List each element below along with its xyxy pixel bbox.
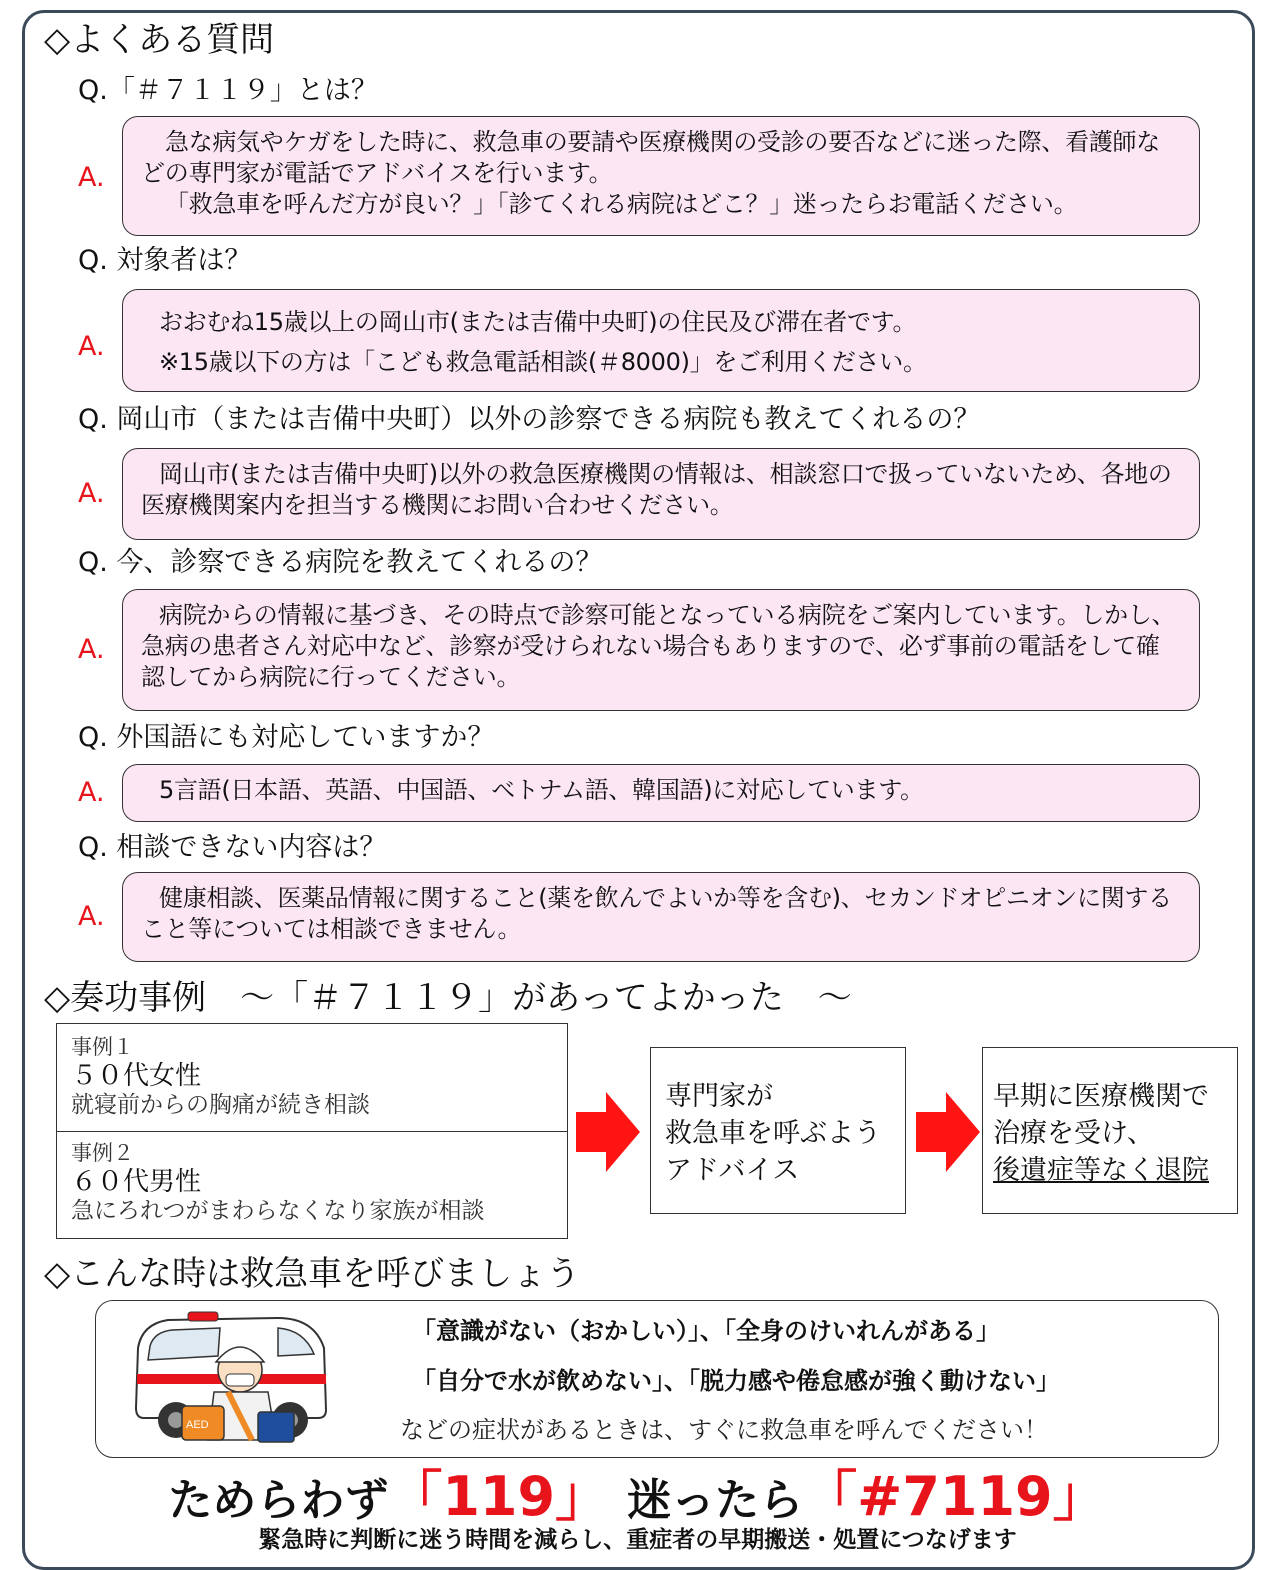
faq-answer-2-line-1: おおむね15歳以上の岡山市(または吉備中央町)の住民及び滞在者です。: [159, 308, 917, 336]
case-1-box: [56, 1023, 568, 1133]
faq-answer-1: [122, 116, 1200, 236]
symptom-line-1: 「意識がない（おかしい）」、「全身のけいれんがある」: [412, 1317, 1000, 1345]
case-2-detail: 急にろれつがまわらなくなり家族が相談: [71, 1198, 485, 1224]
banner-119: 「119」: [388, 1465, 610, 1528]
faq-answer-label-4: A.: [78, 634, 105, 665]
arrow-right-icon: [576, 1092, 640, 1172]
flow-advice-box: [650, 1047, 906, 1214]
case-2-box: [56, 1131, 568, 1239]
faq-answer-1-line-1: 急な病気やケガをした時に、救急車の要請や医療機関の受診の要否などに迷った際、看護師などの専門家が電話でアドバイスを行います。: [141, 128, 1160, 187]
faq-question-3: Q. 岡山市（または吉備中央町）以外の診察できる病院も教えてくれるの？: [78, 404, 981, 435]
case-1-who: ５０代女性: [71, 1061, 202, 1091]
flow-result-line-2: 治療を受け、: [993, 1118, 1154, 1149]
faq-answer-6: [122, 872, 1200, 962]
faq-question-5: Q. 外国語にも対応していますか？: [78, 722, 495, 753]
flow-advice-line-2: 救急車を呼ぶよう: [665, 1118, 881, 1149]
faq-answer-2: [122, 289, 1200, 392]
faq-title: ◇よくある質問: [44, 20, 275, 60]
faq-answer-1-line-2: 「救急車を呼んだ方が良い？」「診てくれる病院はどこ？」迷ったらお電話ください。: [165, 190, 1078, 218]
symptom-line-2: 「自分で水が飲めない」、「脱力感や倦怠感が強く動けない」: [412, 1367, 1060, 1395]
faq-answer-label-2: A.: [78, 331, 105, 362]
case-2-label: 事例２: [71, 1141, 134, 1165]
case-1-detail: 就寝前からの胸痛が続き相談: [71, 1092, 370, 1118]
ambulance-illustration: [128, 1308, 348, 1453]
faq-answer-5: [122, 764, 1200, 822]
faq-answer-5-line-1: 5言語(日本語、英語、中国語、ベトナム語、韓国語)に対応しています。: [159, 776, 924, 804]
symptom-line-3: などの症状があるときは、すぐに救急車を呼んでください！: [400, 1416, 1048, 1444]
faq-answer-6-line-1: 健康相談、医薬品情報に関すること(薬を飲んでよいか等を含む)、セカンドオピニオンに関すること等については相談できません。: [141, 884, 1172, 943]
faq-question-2: Q. 対象者は？: [78, 245, 252, 276]
faq-answer-4-line-1: 病院からの情報に基づき、その時点で診察可能となっている病院をご案内しています。しかし、急病の患者さん対応中など、診察が受けられない場合もありますので、必ず事前の電話をして確認してから病院に行ってください。: [141, 601, 1176, 691]
flow-result-line-1: 早期に医療機関で: [993, 1081, 1209, 1112]
banner-subtitle: 緊急時に判断に迷う時間を減らし、重症者の早期搬送・処置につなげます: [258, 1527, 1017, 1553]
cases-title: ◇奏功事例 ～「＃７１１９」があってよかった ～: [44, 978, 852, 1018]
faq-answer-4: [122, 589, 1200, 711]
faq-question-1: Q.「＃７１１９」とは？: [78, 75, 378, 106]
flow-advice-line-3: アドバイス: [665, 1155, 800, 1186]
arrow-right-icon: [916, 1092, 980, 1172]
faq-answer-label-1: A.: [78, 162, 105, 193]
ambulance-title: ◇こんな時は救急車を呼びましょう: [44, 1254, 581, 1294]
case-2-who: ６０代男性: [71, 1167, 202, 1197]
faq-answer-label-6: A.: [78, 901, 105, 932]
flow-result-line-3: 後遺症等なく退院: [993, 1155, 1209, 1186]
faq-answer-2-line-2: ※15歳以下の方は「こども救急電話相談(＃8000)」をご利用ください。: [159, 348, 927, 376]
banner-7119: 「#7119」: [803, 1465, 1107, 1528]
faq-question-4: Q. 今、診察できる病院を教えてくれるの？: [78, 547, 603, 578]
faq-answer-3-line-1: 岡山市(または吉備中央町)以外の救急医療機関の情報は、相談窓口で扱っていないため、各地の医療機関案内を担当する機関にお問い合わせください。: [141, 460, 1172, 519]
case-1-label: 事例１: [71, 1035, 134, 1059]
banner-part-1: ためらわず: [168, 1475, 389, 1526]
faq-answer-label-3: A.: [78, 478, 105, 509]
flow-result-box: [982, 1047, 1238, 1214]
aed-label: AED: [186, 1419, 209, 1431]
flow-advice-line-1: 専門家が: [665, 1081, 773, 1112]
faq-question-6: Q. 相談できない内容は？: [78, 832, 387, 863]
faq-answer-3: [122, 448, 1200, 540]
faq-answer-label-5: A.: [78, 777, 105, 808]
banner-part-3: 迷ったら: [627, 1475, 804, 1526]
